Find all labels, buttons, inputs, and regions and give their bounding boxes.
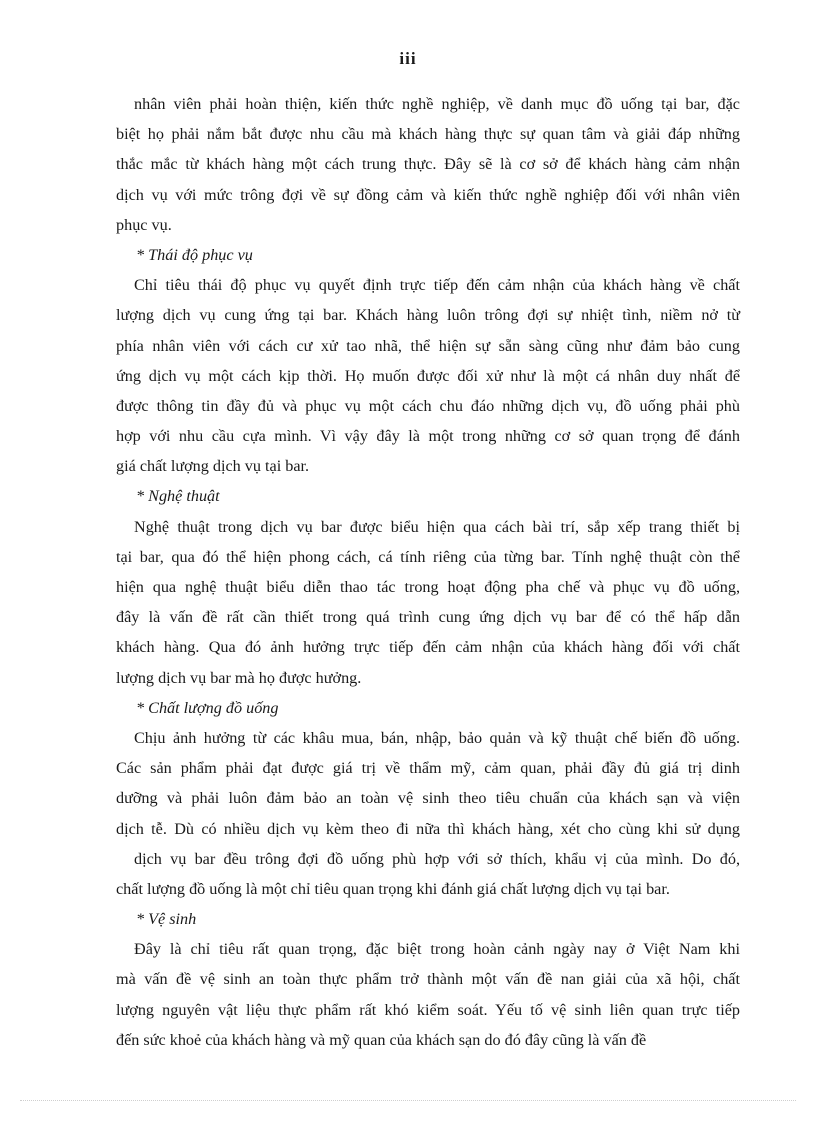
text-line: giá chất lượng dịch vụ tại bar. [116, 457, 310, 476]
page-number: iii [399, 49, 417, 68]
text-line: được thông tin đầy đủ và phục vụ một cách chu đáo những dịch vụ, đồ uống phải phù [116, 396, 740, 415]
text-line: mà vấn đề vệ sinh an toàn thực phẩm trở thành một vấn đề nan giải của xã hội, chất [116, 970, 740, 989]
text-line: thắc mắc từ khách hàng một cách trung thực. Đây sẽ là cơ sở để khách hàng cảm nhận [116, 155, 740, 174]
paragraph [116, 934, 740, 1055]
text-line: khách hàng. Qua đó ảnh hưởng trực tiếp đến cảm nhận của khách hàng đối với chất [116, 638, 740, 657]
text-line: lượng dịch vụ cung ứng tại bar. Khách hàng luôn trông đợi sự nhiệt tình, niềm nở từ [116, 306, 740, 325]
text-line: Nghệ thuật trong dịch vụ bar được biểu hiện qua cách bài trí, sắp xếp trang thiết bị [134, 517, 740, 536]
text-line: Các sản phẩm phải đạt được giá trị về thẩm mỹ, cảm quan, phải đầy đủ giá trị dinh [116, 759, 740, 778]
section-heading: * Thái độ phục vụ [136, 245, 253, 264]
text-line: biệt họ phải nắm bắt được nhu cầu mà khách hàng thực sự quan tâm và giải đáp những [116, 125, 740, 144]
text-line: dịch vụ bar đều trông đợi đồ uống phù hợp với sở thích, khẩu vị của mình. Do đó, [134, 849, 740, 868]
text-line: chất lượng đồ uống là một chỉ tiêu quan trọng khi đánh giá chất lượng dịch vụ tại bar. [116, 879, 670, 898]
paragraph [116, 723, 740, 904]
text-line: dưỡng và phải luôn đảm bảo an toàn vệ sinh theo tiêu chuẩn của khách sạn và viện [116, 789, 740, 808]
document-body [116, 89, 740, 1055]
paragraph [116, 512, 740, 693]
text-line: dịch tễ. Dù có nhiều dịch vụ kèm theo đi nữa thì khách hàng, xét cho cùng khi sử dụng [116, 819, 740, 838]
text-line: Chỉ tiêu thái độ phục vụ quyết định trực tiếp đến cảm nhận của khách hàng về chất [134, 276, 740, 295]
text-line: dịch vụ với mức trông đợi về sự đồng cảm và kiến thức nghề nghiệp đối với nhân viên [116, 185, 740, 204]
text-line: hiện qua nghệ thuật biểu diễn thao tác trong hoạt động pha chế và phục vụ đồ uống, [116, 578, 740, 596]
text-line: hợp với nhu cầu cựa mình. Vì vậy đây là một trong những cơ sở quan trọng để đánh [116, 427, 740, 446]
paragraph [116, 89, 740, 240]
text-line: Chịu ảnh hưởng từ các khâu mua, bán, nhập, bảo quản và kỹ thuật chế biến đồ uống. [134, 728, 740, 747]
section-heading: * Nghệ thuật [136, 487, 220, 506]
text-line: phục vụ. [116, 215, 172, 234]
page-bottom-divider [20, 1100, 796, 1101]
paragraph [116, 270, 740, 481]
section-heading: * Chất lượng đồ uống [136, 698, 279, 717]
text-line: tại bar, qua đó thể hiện phong cách, cá tính riêng của từng bar. Tính nghệ thuật còn thể [116, 547, 740, 566]
text-line: ứng dịch vụ một cách kịp thời. Họ muốn được đối xử như là một cá nhân duy nhất để [116, 366, 740, 385]
text-line: phía nhân viên với cách cư xử tao nhã, thể hiện sự sẵn sàng cũng như đảm bảo cung [116, 336, 740, 355]
section-heading: * Vệ sinh [136, 910, 197, 929]
text-line: lượng dịch vụ bar mà họ được hưởng. [116, 668, 362, 687]
text-line: đến sức khoẻ của khách hàng và mỹ quan của khách sạn do đó đây cũng là vấn đề [116, 1030, 647, 1049]
text-line: lượng nguyên vật liệu thực phẩm rất khó kiểm soát. Yếu tố vệ sinh liên quan trực tiếp [116, 1000, 740, 1019]
text-line: nhân viên phải hoàn thiện, kiến thức nghề nghiệp, về danh mục đồ uống tại bar, đặc [134, 95, 740, 113]
text-line: đây là vấn đề rất cần thiết trong quá trình cung ứng dịch vụ bar để có thể hấp dẫn [116, 608, 740, 627]
text-line: Đây là chỉ tiêu rất quan trọng, đặc biệt trong hoàn cảnh ngày nay ở Việt Nam khi [134, 940, 740, 959]
